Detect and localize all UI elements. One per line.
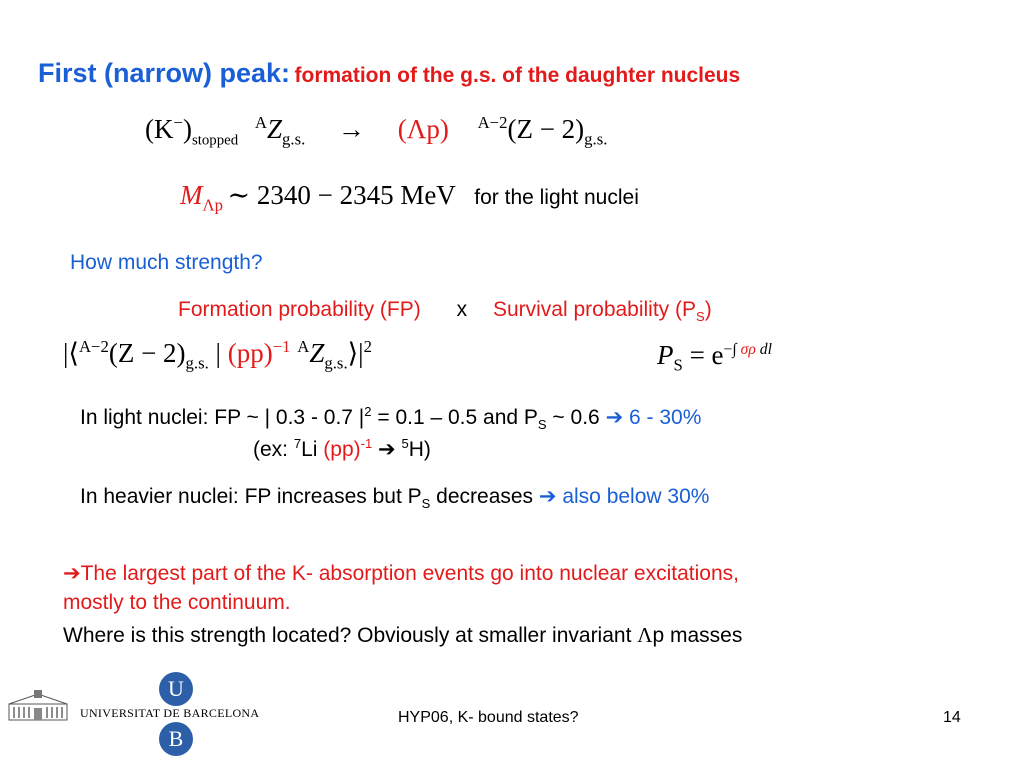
reaction-lambda-p: (Λp) <box>397 114 449 144</box>
heavier-nuclei-line: In heavier nuclei: FP increases but $P_S$ decreases ➔ also below 30% <box>80 485 710 512</box>
conclusion-line-1: ➔The largest part of the K- absorption events go into nuclear excitations, <box>63 562 739 585</box>
title-sub: formation of the g.s. of the daughter nucleus <box>294 64 741 87</box>
arrow-icon: ➔ <box>372 438 402 461</box>
mass-note: for the light nuclei <box>474 186 639 209</box>
fp-formula: |⟨$^{A-2}$(Z − $2)_{g.s.}$ | (pp)$^{-1}$ $^AZ_{g.s.}⟩|^2$ <box>63 337 372 373</box>
reaction-Z-minus-2: (Z − 2) <box>507 114 585 144</box>
reaction-gs-sub: g.s. <box>282 129 306 149</box>
conclusion-line-3: Where is this strength located? Obviously at smaller invariant Λp masses <box>63 623 743 647</box>
formation-probability: Formation probability (FP) <box>178 298 421 321</box>
light-nuclei-line: In light nuclei: FP ~ | 0.3 - 0.7 $|^2 = 0.1 - 0.5$ and $P_S$ ~ 0.6 ➔ 6 - 30% <box>80 404 702 433</box>
logo-b-circle: B <box>159 722 193 756</box>
university-logo <box>8 690 68 722</box>
times-symbol: x <box>456 298 468 321</box>
conclusion-block <box>63 557 742 653</box>
reaction-arrow: → <box>338 114 366 144</box>
conclusion-line-2: mostly to the continuum. <box>63 591 291 614</box>
building-icon <box>8 690 68 722</box>
reaction-k: (K <box>145 114 174 144</box>
arrow-icon: ➔ <box>605 406 624 429</box>
probability-line <box>178 298 712 325</box>
strength-question: How much strength? <box>70 251 263 274</box>
survival-probability: Survival probability $(P_S)$ <box>492 298 712 325</box>
example-line: (ex: $^7$Li (pp)$^{-1}$ ➔ $^5$H) <box>253 436 431 461</box>
title-main: First (narrow) peak: <box>38 58 291 88</box>
reaction-A-sup: A <box>254 113 267 132</box>
reaction-k-close: ) <box>182 114 192 144</box>
reaction-Am2-sup: A−2 <box>477 113 508 132</box>
arrow-icon: ➔ <box>538 485 557 508</box>
logo-u-circle: U <box>159 672 193 706</box>
light-nuclei-result: 6 - 30% <box>623 406 702 429</box>
reaction-k-charge: − <box>173 113 183 132</box>
ps-formula: $P_S = e^{-\int \sigma\rho dl}$ <box>657 340 772 375</box>
mass-expression: ∼ 2340 − 2345 MeV <box>227 180 456 210</box>
reaction-stopped-sub: stopped <box>191 132 239 149</box>
mass-line <box>180 180 639 215</box>
heavier-result: also below 30% <box>556 485 710 508</box>
reaction-equation <box>145 113 608 149</box>
footer-center-text: HYP06, K- bound states? <box>398 709 579 726</box>
university-name: UNIVERSITAT DE BARCELONA <box>80 706 260 720</box>
page-number: 14 <box>943 709 961 726</box>
reaction-Z: Z <box>266 114 283 144</box>
arrow-icon: ➔ <box>63 562 81 585</box>
mass-symbol: $M_{\Lambda p}$ <box>180 180 224 215</box>
slide-title <box>38 58 740 89</box>
reaction-gs-sub2: g.s. <box>584 129 608 149</box>
